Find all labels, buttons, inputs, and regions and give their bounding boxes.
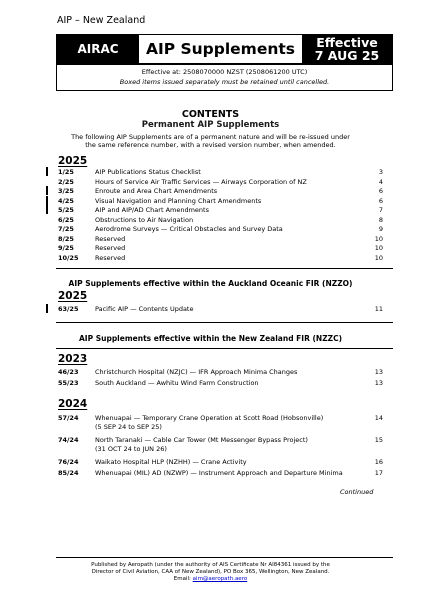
- supplement-title: Whenuapai (MIL) AD (NZWP) — Instrument Approach and Departure Minima: [95, 469, 343, 477]
- supplement-title: South Auckland — Awhitu Wind Farm Construction: [95, 379, 259, 387]
- page-number: 10: [374, 253, 383, 262]
- list-item: [58, 435, 383, 453]
- page-number: 8: [378, 215, 383, 224]
- page-number: 10: [374, 244, 383, 252]
- boxed-note: Boxed items issued separately must be retained until cancelled.: [119, 78, 330, 86]
- supplement-number: 9/25: [58, 244, 74, 252]
- page-number: 16: [374, 458, 383, 466]
- page-number: 10: [374, 234, 383, 243]
- section-divider: [56, 348, 393, 349]
- supplement-title: Waikato Hospital HLP (NZHH) — Crane Activity: [95, 458, 247, 466]
- permanent-heading: Permanent AIP Supplements: [141, 120, 280, 130]
- intro-text: [0, 133, 421, 149]
- page-number: 3: [378, 168, 383, 176]
- list-item: [58, 413, 383, 431]
- boxed-item-marker: [46, 186, 48, 195]
- effective-line: Effective at: 2508070000 NZST (2508061200 UTC): [141, 68, 308, 76]
- footer-line-2: Director of Civil Aviation, CAA of New Zealand), PO Box 365, Wellington, New Zealand.: [91, 569, 330, 575]
- supplement-title: Reserved: [95, 234, 126, 243]
- supplement-number: 76/24: [58, 458, 79, 466]
- list-item: [58, 186, 383, 196]
- supplement-number: 3/25: [58, 187, 74, 195]
- list-item: [58, 253, 383, 263]
- list-item: [58, 167, 383, 177]
- list-item: [58, 215, 383, 225]
- supplement-title: Hours of Service Air Traffic Services — Airways Corporation of NZ: [95, 177, 307, 186]
- list-item: [58, 205, 383, 215]
- supplement-title: Whenuapai — Temporary Crane Operation at Scott Road (Hobsonville): [95, 414, 324, 422]
- contents-heading: CONTENTS: [181, 109, 240, 120]
- supplement-number: 57/24: [58, 414, 79, 422]
- supplement-number: 8/25: [58, 234, 74, 243]
- footer: [0, 562, 421, 583]
- list-item: [58, 378, 383, 388]
- page-number: 9: [378, 225, 383, 233]
- effective-date: 7 AUG 25: [314, 48, 380, 63]
- year-heading-auckland: 2025: [58, 290, 88, 302]
- boxed-item-marker: [46, 304, 48, 313]
- list-item: [58, 177, 383, 187]
- list-item: [58, 234, 383, 244]
- page-number: 6: [378, 187, 383, 195]
- supplement-title: Reserved: [95, 253, 126, 262]
- nz-section-heading: AIP Supplements effective within the New Zealand FIR (NZZC): [79, 334, 342, 343]
- page-number: 4: [378, 177, 383, 186]
- list-item: [58, 468, 383, 478]
- footer-divider: [56, 557, 393, 558]
- supplement-number: 1/25: [58, 168, 74, 176]
- footer-email-line: [0, 576, 421, 583]
- continued-note: Continued: [340, 488, 374, 496]
- supplement-title: Enroute and Area Chart Amendments: [95, 187, 218, 195]
- year-heading-permanent: 2025: [58, 155, 88, 167]
- airac-badge: AIRAC: [57, 35, 139, 63]
- list-item: [58, 196, 383, 206]
- section-divider: [56, 322, 393, 323]
- supplement-title: Obstructions to Air Navigation: [95, 215, 194, 224]
- supplement-number: 6/25: [58, 215, 74, 224]
- year-heading-2024: 2024: [58, 398, 88, 410]
- supplement-title: Aerodrome Surveys — Critical Obstacles and Survey Data: [95, 225, 283, 233]
- supplement-number: 10/25: [58, 253, 79, 262]
- footer-email-link[interactable]: aim@aeropath.aero: [192, 576, 248, 582]
- supplement-number: 2/25: [58, 177, 74, 186]
- supplement-title: AIP and AIP/AD Chart Amendments: [95, 206, 209, 214]
- year-heading-2023: 2023: [58, 353, 88, 365]
- page-number: 15: [374, 436, 383, 444]
- boxed-item-marker: [46, 196, 48, 205]
- effective-badge: [302, 35, 392, 63]
- effective-label: Effective: [316, 35, 378, 50]
- intro-line-2: the same reference number, with a revised version number, when amended.: [85, 141, 336, 149]
- effective-info-box: [56, 64, 393, 91]
- section-divider: [56, 268, 393, 269]
- page-title: AIP Supplements: [145, 40, 296, 58]
- supplement-number: 46/23: [58, 368, 79, 376]
- page-number: 13: [374, 368, 383, 376]
- auckland-section-heading: AIP Supplements effective within the Auckland Oceanic FIR (NZZO): [68, 279, 353, 288]
- supplement-title: Visual Navigation and Planning Chart Amendments: [95, 196, 262, 205]
- page-number: 13: [374, 379, 383, 387]
- page-number: 14: [374, 414, 383, 422]
- supplement-number: 74/24: [58, 436, 79, 444]
- list-item: [58, 224, 383, 234]
- supplement-title: Pacific AIP — Contents Update: [95, 305, 194, 313]
- boxed-item-marker: [46, 167, 48, 176]
- supplement-title: AIP Publications Status Checklist: [95, 168, 201, 176]
- supplement-dates: (5 SEP 24 to SEP 25): [95, 423, 162, 431]
- supplement-title: Reserved: [95, 244, 126, 252]
- page-number: 7: [378, 206, 383, 214]
- list-item: [58, 367, 383, 377]
- supplement-number: 7/25: [58, 225, 74, 233]
- supplement-number: 4/25: [58, 196, 74, 205]
- page-header: [56, 34, 393, 64]
- supplement-number: 55/23: [58, 379, 79, 387]
- supplement-number: 85/24: [58, 469, 79, 477]
- supplement-number: 5/25: [58, 206, 74, 214]
- footer-email-label: Email:: [173, 576, 191, 582]
- page-number: 6: [378, 196, 383, 205]
- supplement-dates: (31 OCT 24 to JUN 26): [95, 445, 167, 453]
- supplement-title: Christchurch Hospital (NZJC) — IFR Approach Minima Changes: [95, 368, 298, 376]
- publication-label: AIP – New Zealand: [57, 15, 146, 26]
- intro-line-1: The following AIP Supplements are of a permanent nature and will be re-issued under: [71, 133, 350, 141]
- page-number: 17: [374, 469, 383, 477]
- supplement-number: 63/25: [58, 305, 79, 313]
- page-number: 11: [374, 305, 383, 313]
- list-item: [58, 304, 383, 314]
- supplement-title: North Taranaki — Cable Car Tower (Mt Messenger Bypass Project): [95, 436, 308, 444]
- list-item: [58, 243, 383, 253]
- footer-line-1: Published by Aeropath (under the authority of AIS Certificate Nr AI84361 issued by the: [91, 562, 330, 568]
- list-item: [58, 457, 383, 467]
- boxed-item-marker: [46, 205, 48, 214]
